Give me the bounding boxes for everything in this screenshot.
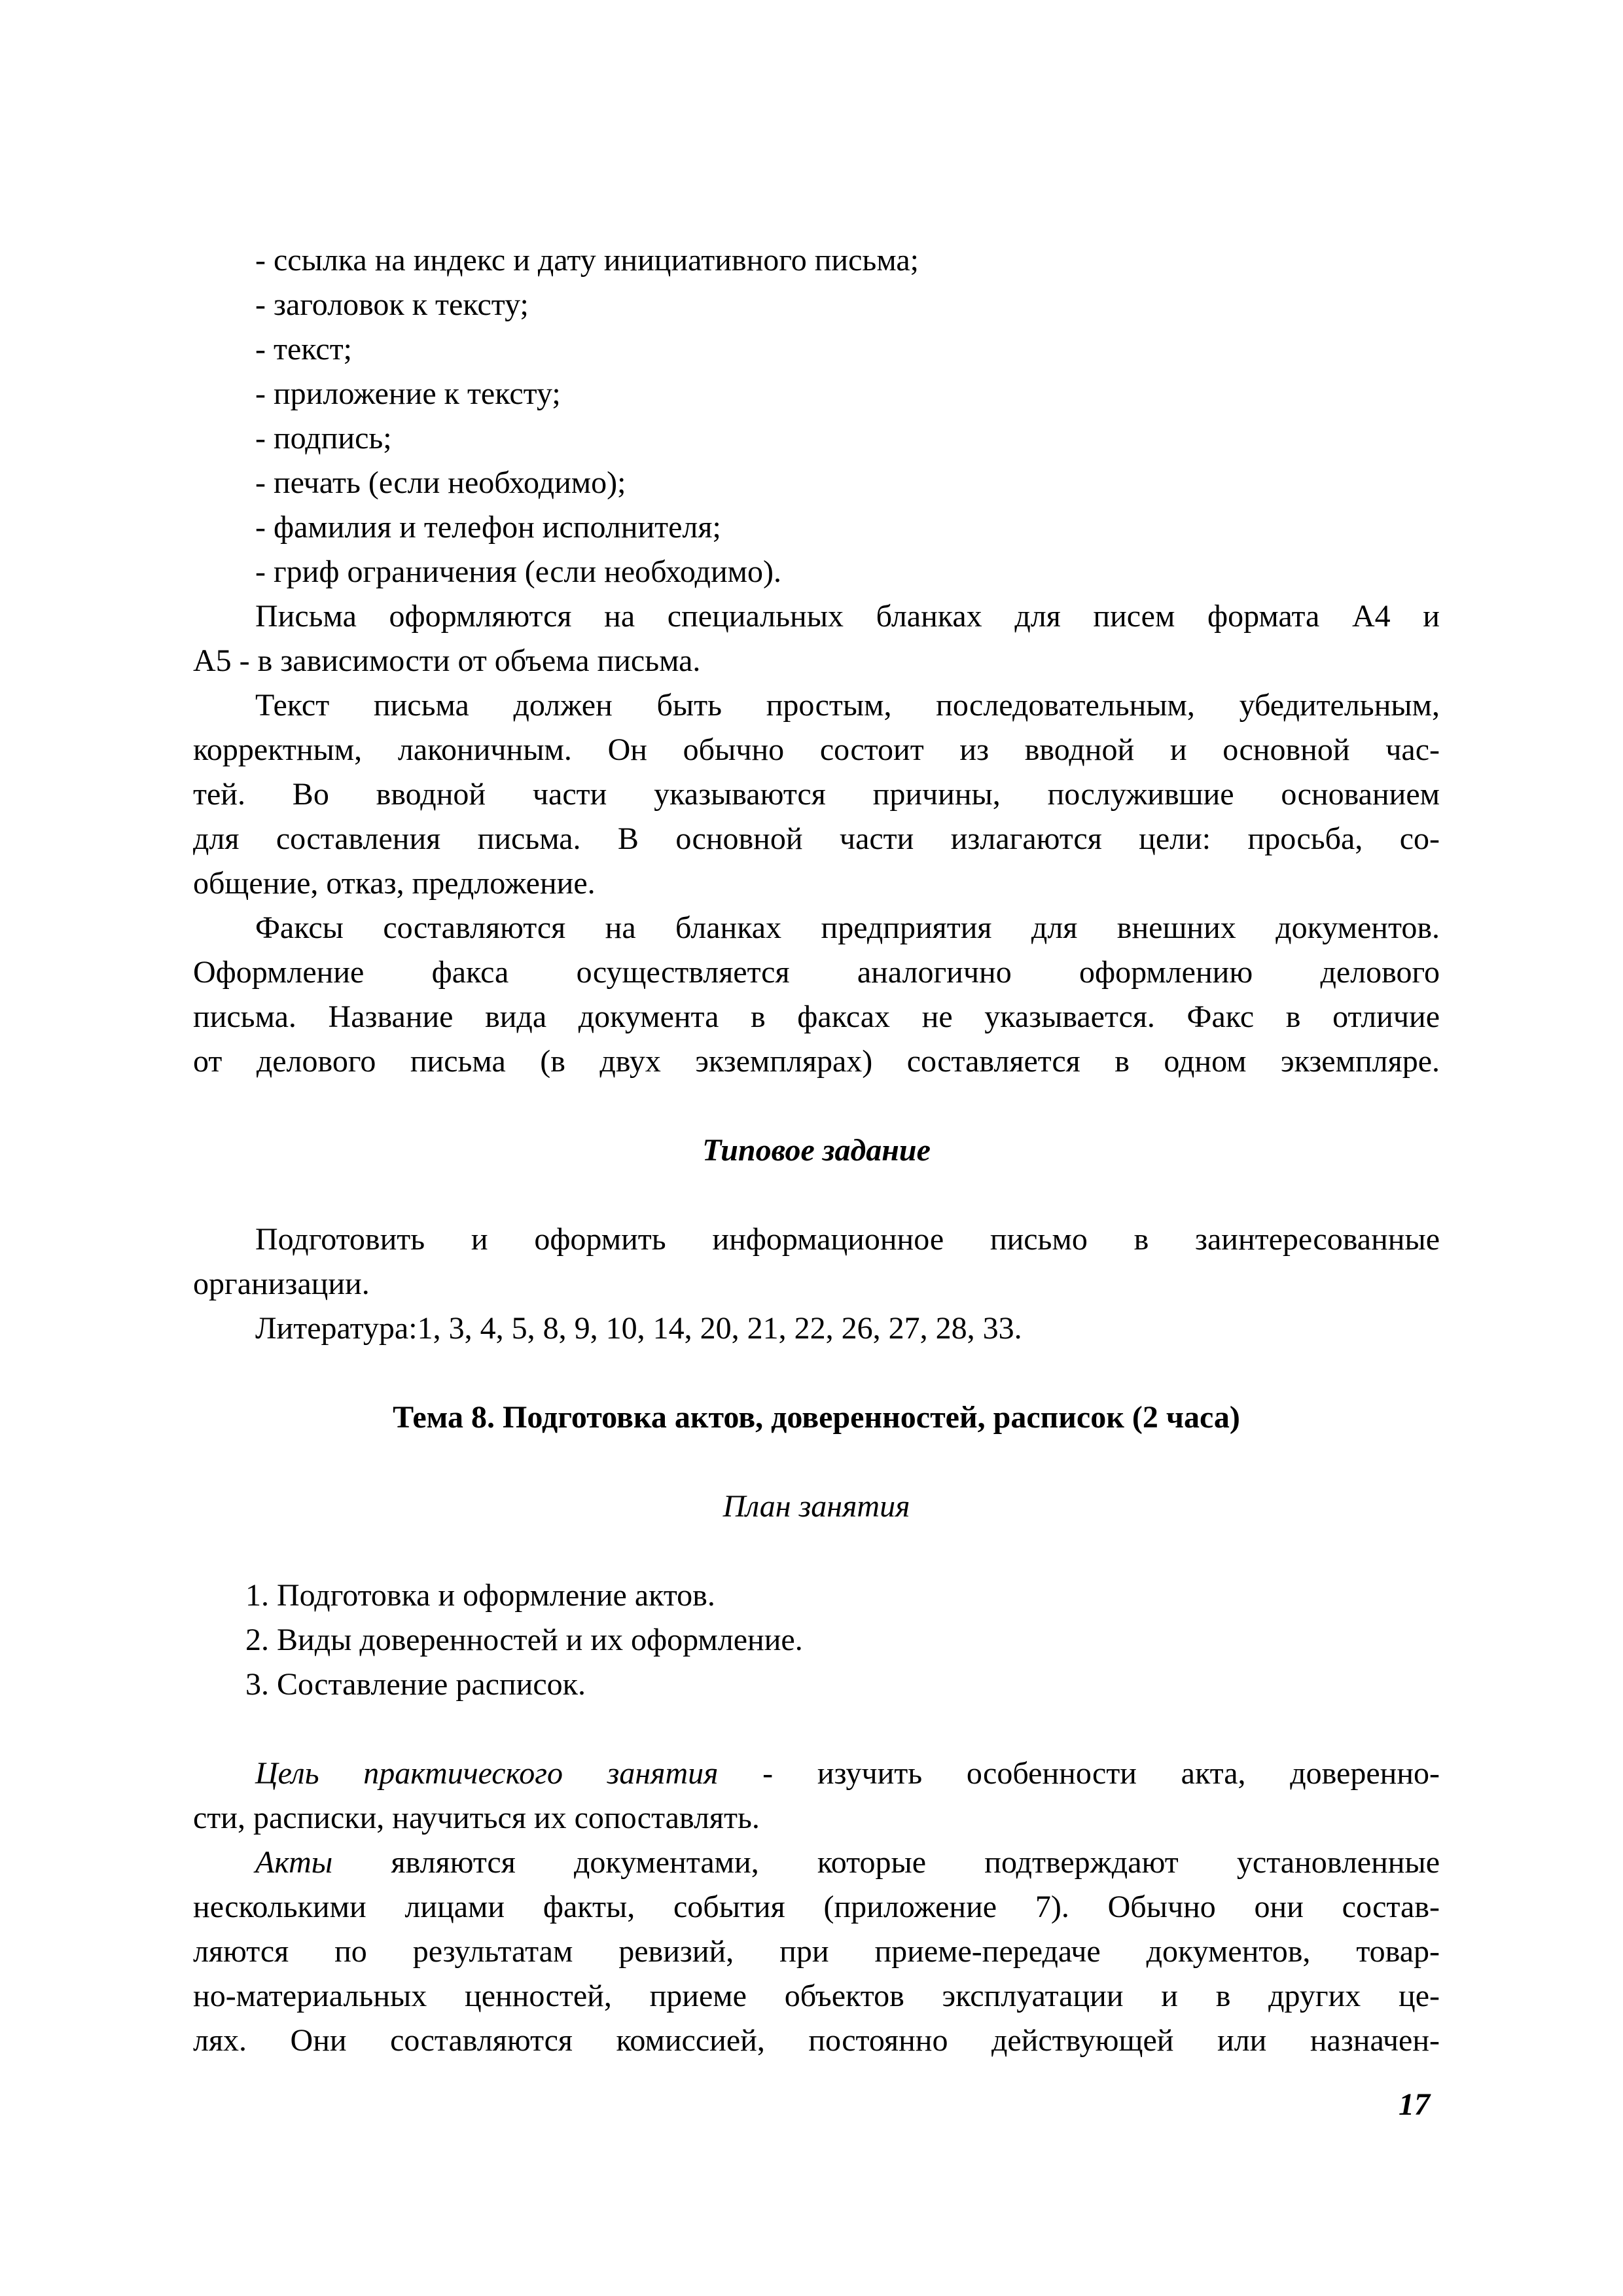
blank-line <box>193 1351 1440 1395</box>
paragraph-line: лях. Они составляются комиссией, постоянно действующей или назначен- <box>193 2023 1440 2058</box>
bullet-line: - печать (если необходимо); <box>255 465 626 500</box>
paragraph-line: Письма оформляются на специальных бланках для писем формата А4 и <box>255 599 1440 634</box>
paragraph-line: Подготовить и оформить информационное письмо в заинтересованные <box>255 1222 1440 1257</box>
goal-lead-italic: Цель практического занятия <box>255 1756 719 1791</box>
bullet-line: - гриф ограничения (если необходимо). <box>255 554 781 589</box>
page-number: 17 <box>1399 2087 1430 2122</box>
paragraph-line: сти, расписки, научиться их сопоставлять. <box>193 1801 760 1835</box>
blank-line <box>193 1707 1440 1751</box>
paragraph-line: корректным, лаконичным. Он обычно состоит из вводной и основной час- <box>193 732 1440 767</box>
acts-lead-italic: Акты <box>255 1845 333 1880</box>
bullet-line: - приложение к тексту; <box>255 376 561 411</box>
bullet-line: - ссылка на индекс и дату инициативного письма; <box>255 243 919 278</box>
paragraph-line: для составления письма. В основной части излагаются цели: просьба, со- <box>193 821 1440 856</box>
bullet-line: - фамилия и телефон исполнителя; <box>255 510 721 545</box>
paragraph-line: ляются по результатам ревизий, при приеме-передаче документов, товар- <box>193 1934 1440 1969</box>
blank-line <box>193 1529 1440 1573</box>
blank-line <box>193 1084 1440 1128</box>
bullet-line: - заголовок к тексту; <box>255 287 529 322</box>
plan-item: 3. Составление расписок. <box>245 1667 586 1702</box>
goal-rest-text: - изучить особенности акта, доверенно- <box>718 1756 1440 1791</box>
paragraph-line <box>193 1840 1440 1885</box>
paragraph-line: от делового письма (в двух экземплярах) составляется в одном экземпляре. <box>193 1044 1440 1079</box>
paragraph-line: несколькими лицами факты, события (приложение 7). Обычно они состав- <box>193 1890 1440 1924</box>
paragraph-line: тей. Во вводной части указываются причины, послужившие основанием <box>193 777 1440 812</box>
blank-line <box>193 1173 1440 1217</box>
blank-line <box>193 1440 1440 1484</box>
theme-heading: Тема 8. Подготовка актов, доверенностей, расписок (2 часа) <box>393 1400 1240 1435</box>
task-heading: Типовое задание <box>702 1133 931 1168</box>
bullet-line: - подпись; <box>255 421 392 456</box>
plan-item: 1. Подготовка и оформление актов. <box>245 1578 715 1613</box>
paragraph-line: Оформление факса осуществляется аналогично оформлению делового <box>193 955 1440 990</box>
paragraph-line: но-материальных ценностей, приеме объектов эксплуатации и в других це- <box>193 1979 1440 2013</box>
paragraph-line: Текст письма должен быть простым, последовательным, убедительным, <box>255 688 1440 723</box>
paragraph-line: письма. Название вида документа в факсах не указывается. Факс в отличие <box>193 999 1440 1034</box>
text-content <box>193 238 1440 2063</box>
paragraph-line <box>193 1751 1440 1796</box>
bullet-line: - текст; <box>255 332 353 367</box>
paragraph-line: А5 - в зависимости от объема письма. <box>193 643 701 678</box>
paragraph-line: Факсы составляются на бланках предприятия для внешних документов. <box>255 910 1440 945</box>
paragraph-line: организации. <box>193 1266 370 1301</box>
plan-item: 2. Виды доверенностей и их оформление. <box>245 1623 803 1657</box>
literature-line: Литература:1, 3, 4, 5, 8, 9, 10, 14, 20, 21, 22, 26, 27, 28, 33. <box>255 1311 1022 1346</box>
acts-rest-text: являются документами, которые подтверждают установленные <box>332 1845 1440 1880</box>
plan-heading: План занятия <box>722 1489 910 1524</box>
paragraph-line: общение, отказ, предложение. <box>193 866 596 901</box>
